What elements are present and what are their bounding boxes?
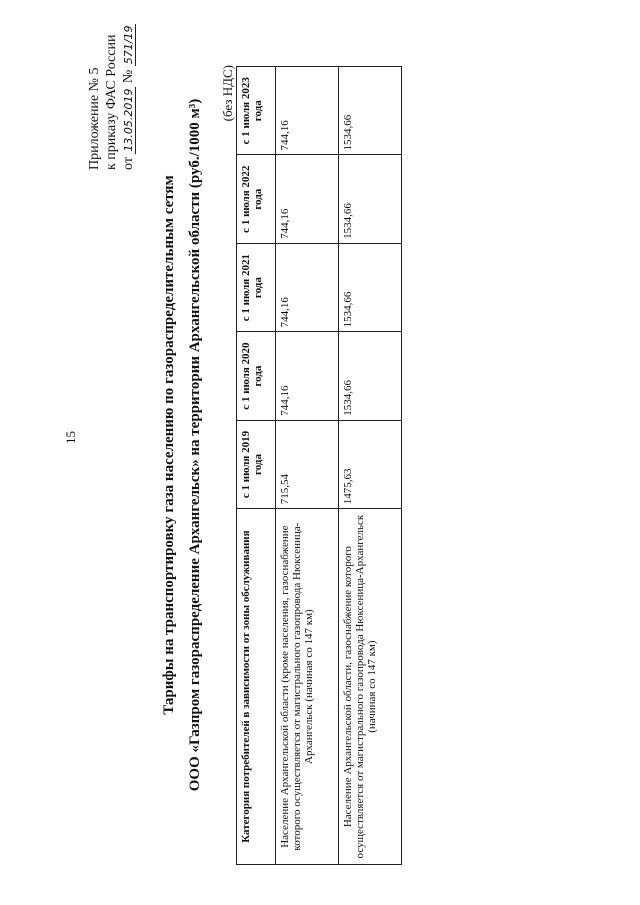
appendix-order-ref: к приказу ФАС России [104, 34, 119, 170]
tariff-value: 744,16 [276, 67, 339, 155]
tariff-value: 1534,66 [339, 332, 402, 420]
appendix-title: Приложение № 5 [87, 67, 102, 170]
units-note: (без НДС) [220, 65, 235, 122]
column-header-2021: с 1 июля 2021 года [237, 243, 276, 331]
tariff-value: 744,16 [276, 332, 339, 420]
handwritten-order-number: 571/19 [122, 25, 135, 65]
appendix-block [86, 0, 137, 170]
table-row [276, 67, 339, 865]
column-header-2022: с 1 июля 2022 года [237, 155, 276, 243]
page-number: 15 [63, 431, 78, 444]
tariff-value: 1475,63 [339, 420, 402, 508]
number-prefix: № [121, 69, 136, 84]
date-prefix: от [121, 157, 136, 170]
tariff-value: 744,16 [276, 155, 339, 243]
tariff-table [236, 66, 402, 865]
appendix-date-line [120, 0, 137, 170]
title-line-1: Тарифы на транспортировку газа населению по газораспределительным сетям [161, 175, 177, 715]
title-line-2: ООО «Газпром газораспределение Архангельск» на территории Архангельской области (руб./1000 м³) [187, 98, 203, 792]
tariff-value: 1534,66 [339, 243, 402, 331]
document-title [160, 45, 205, 845]
table-header-row [237, 67, 276, 865]
tariff-value: 1534,66 [339, 67, 402, 155]
table-row [339, 67, 402, 865]
row-category: Население Архангельской области, газоснабжение которого осуществляется от магистрального газопровода Нюксеница-Архангельск (начиная со 147 км) [339, 509, 402, 865]
column-header-category: Категория потребителей в зависимости от зоны обслуживания [237, 509, 276, 865]
tariff-value: 744,16 [276, 243, 339, 331]
column-header-2023: с 1 июля 2023 года [237, 67, 276, 155]
column-header-2020: с 1 июля 2020 года [237, 332, 276, 420]
handwritten-date: 13.05.2019 [122, 88, 135, 152]
tariff-value: 1534,66 [339, 155, 402, 243]
row-category: Население Архангельской области (кроме населения, газоснабжение которого осуществляется от магистрального газопровода Нюксеница-Архангельск (начиная со 147 км) [276, 509, 339, 865]
tariff-value: 715,54 [276, 420, 339, 508]
column-header-2019: с 1 июля 2019 года [237, 420, 276, 508]
